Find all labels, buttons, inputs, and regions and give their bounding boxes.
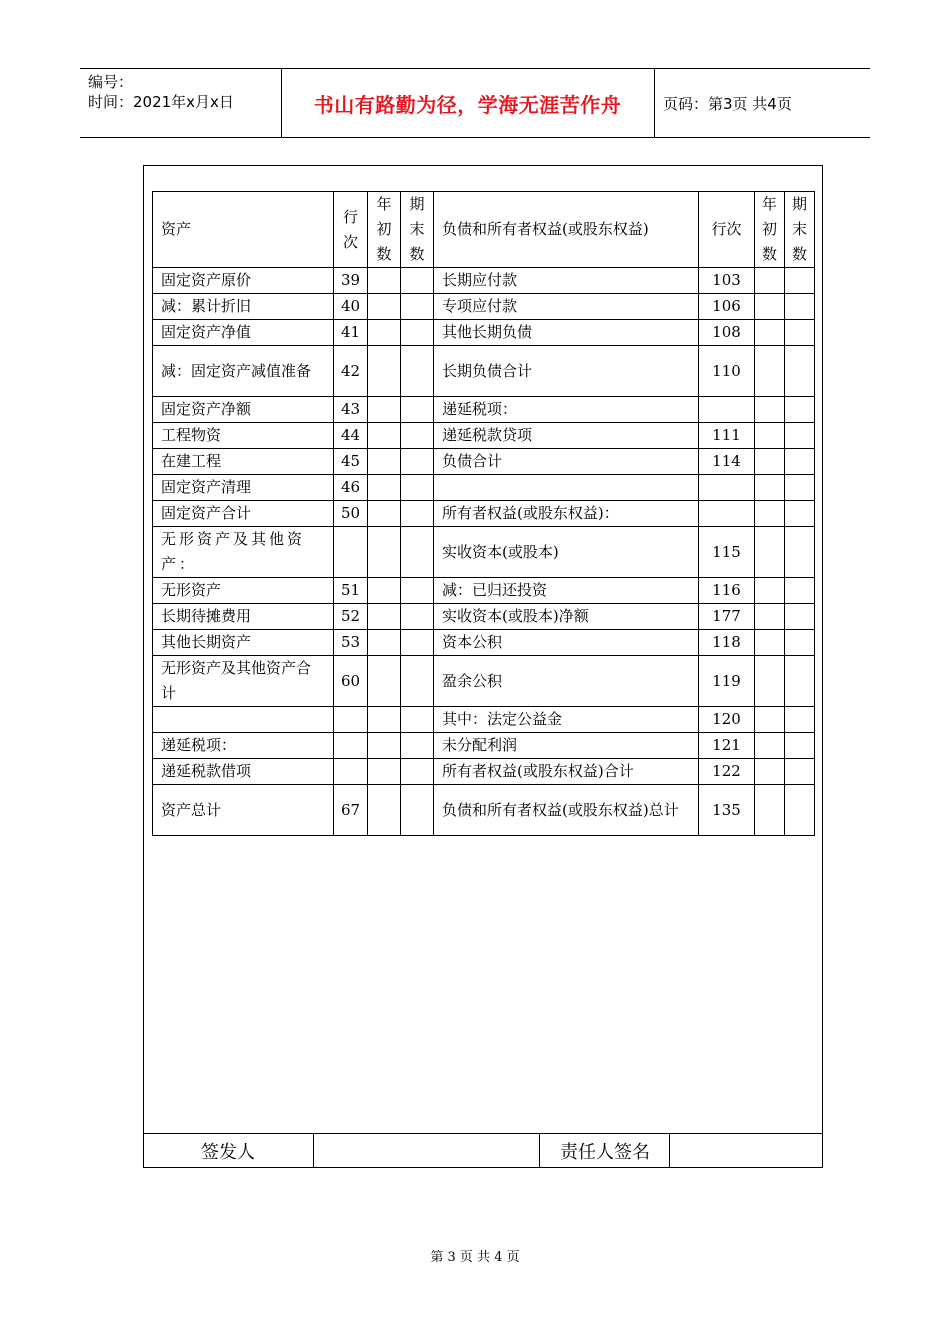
liability-row-no	[699, 397, 755, 423]
liability-begin-cell[interactable]	[755, 501, 785, 527]
asset-begin-cell[interactable]	[368, 785, 401, 836]
asset-begin-cell[interactable]	[368, 475, 401, 501]
asset-end-cell[interactable]	[401, 423, 434, 449]
asset-row-no: 42	[334, 346, 368, 397]
asset-begin-cell[interactable]	[368, 630, 401, 656]
asset-row-no: 44	[334, 423, 368, 449]
asset-end-cell[interactable]	[401, 656, 434, 707]
col-header-liabilities: 负债和所有者权益(或股东权益)	[434, 192, 699, 268]
liability-item: 减：已归还投资	[434, 578, 699, 604]
asset-end-cell[interactable]	[401, 268, 434, 294]
liability-begin-cell[interactable]	[755, 475, 785, 501]
header-meta	[88, 72, 234, 112]
asset-end-cell[interactable]	[401, 630, 434, 656]
liability-end-cell[interactable]	[785, 656, 815, 707]
liability-begin-cell[interactable]	[755, 527, 785, 578]
asset-row-no: 50	[334, 501, 368, 527]
liability-item: 盈余公积	[434, 656, 699, 707]
liability-row-no: 119	[699, 656, 755, 707]
liability-row-no: 110	[699, 346, 755, 397]
liability-item: 资本公积	[434, 630, 699, 656]
asset-row-no: 39	[334, 268, 368, 294]
liability-end-cell[interactable]	[785, 733, 815, 759]
asset-end-cell[interactable]	[401, 759, 434, 785]
asset-row-no: 46	[334, 475, 368, 501]
table-row	[153, 346, 815, 397]
table-header-row	[153, 192, 815, 268]
liability-row-no	[699, 475, 755, 501]
liability-end-cell[interactable]	[785, 604, 815, 630]
asset-row-no: 43	[334, 397, 368, 423]
liability-begin-cell[interactable]	[755, 707, 785, 733]
liability-row-no: 106	[699, 294, 755, 320]
liability-item: 递延税项：	[434, 397, 699, 423]
asset-row-no: 52	[334, 604, 368, 630]
liability-end-cell[interactable]	[785, 527, 815, 578]
asset-item: 在建工程	[153, 449, 334, 475]
liability-row-no: 135	[699, 785, 755, 836]
asset-item: 资产总计	[153, 785, 334, 836]
col-header-row-no2: 行次	[699, 192, 755, 268]
asset-item: 减：累计折旧	[153, 294, 334, 320]
asset-begin-cell[interactable]	[368, 320, 401, 346]
asset-row-no: 67	[334, 785, 368, 836]
table-row	[153, 630, 815, 656]
issuer-signature-field[interactable]	[313, 1134, 540, 1168]
asset-item: 固定资产合计	[153, 501, 334, 527]
asset-item: 其他长期资产	[153, 630, 334, 656]
table-row	[153, 733, 815, 759]
liability-item: 递延税款贷项	[434, 423, 699, 449]
col-header-row-no	[334, 192, 368, 268]
asset-item: 无形资产及其他资产合计	[153, 656, 334, 707]
page-footer: 第 3 页 共 4 页	[430, 1250, 520, 1265]
table-row	[153, 656, 815, 707]
col-header-assets: 资产	[153, 192, 334, 268]
liability-begin-cell[interactable]	[755, 397, 785, 423]
liability-begin-cell[interactable]	[755, 656, 785, 707]
liability-end-cell[interactable]	[785, 294, 815, 320]
liability-item: 实收资本(或股本)	[434, 527, 699, 578]
asset-end-cell[interactable]	[401, 785, 434, 836]
table-row	[153, 449, 815, 475]
liability-end-cell[interactable]	[785, 501, 815, 527]
liability-row-no: 121	[699, 733, 755, 759]
asset-row-no: 53	[334, 630, 368, 656]
table-row	[153, 475, 815, 501]
asset-item: 递延税款借项	[153, 759, 334, 785]
liability-end-cell[interactable]	[785, 707, 815, 733]
asset-end-cell[interactable]	[401, 707, 434, 733]
asset-begin-cell[interactable]	[368, 423, 401, 449]
table-row	[153, 578, 815, 604]
asset-end-cell[interactable]	[401, 501, 434, 527]
liability-end-cell[interactable]	[785, 320, 815, 346]
liability-begin-cell[interactable]	[755, 733, 785, 759]
liability-end-cell[interactable]	[785, 449, 815, 475]
asset-row-no: 51	[334, 578, 368, 604]
liability-begin-cell[interactable]	[755, 630, 785, 656]
asset-row-no: 60	[334, 656, 368, 707]
asset-item: 固定资产清理	[153, 475, 334, 501]
liability-end-cell[interactable]	[785, 423, 815, 449]
table-row	[153, 294, 815, 320]
table-row	[153, 707, 815, 733]
liability-begin-cell[interactable]	[755, 604, 785, 630]
asset-item: 递延税项：	[153, 733, 334, 759]
liability-item: 实收资本(或股本)净额	[434, 604, 699, 630]
liability-item: 其他长期负债	[434, 320, 699, 346]
liability-end-cell[interactable]	[785, 578, 815, 604]
liability-row-no: 118	[699, 630, 755, 656]
liability-begin-cell[interactable]	[755, 423, 785, 449]
liability-item: 负债和所有者权益(或股东权益)总计	[434, 785, 699, 836]
liability-row-no: 114	[699, 449, 755, 475]
liability-end-cell[interactable]	[785, 397, 815, 423]
liability-begin-cell[interactable]	[755, 578, 785, 604]
asset-end-cell[interactable]	[401, 449, 434, 475]
asset-item: 工程物资	[153, 423, 334, 449]
responsible-label: 责任人签名	[539, 1134, 670, 1168]
asset-item: 固定资产原价	[153, 268, 334, 294]
liability-row-no: 122	[699, 759, 755, 785]
issuer-label: 签发人	[201, 1142, 255, 1163]
liability-row-no: 115	[699, 527, 755, 578]
responsible-signature-field[interactable]	[669, 1134, 824, 1168]
asset-item: 无形资产	[153, 578, 334, 604]
liability-item: 未分配利润	[434, 733, 699, 759]
asset-item: 减：固定资产减值准备	[153, 346, 334, 397]
asset-end-cell[interactable]	[401, 320, 434, 346]
asset-end-cell[interactable]	[401, 346, 434, 397]
asset-row-no	[334, 707, 368, 733]
asset-begin-cell[interactable]	[368, 346, 401, 397]
asset-row-no: 45	[334, 449, 368, 475]
asset-end-cell[interactable]	[401, 294, 434, 320]
liability-row-no: 177	[699, 604, 755, 630]
asset-item: 长期待摊费用	[153, 604, 334, 630]
liability-end-cell[interactable]	[785, 346, 815, 397]
signature-row	[143, 1133, 823, 1168]
header-label-begin2: 年初数	[762, 195, 778, 263]
asset-row-no	[334, 733, 368, 759]
col-header-end	[401, 192, 434, 268]
asset-begin-cell[interactable]	[368, 656, 401, 707]
table-row	[153, 397, 815, 423]
header-label-begin: 年初数	[376, 195, 392, 263]
asset-end-cell[interactable]	[401, 475, 434, 501]
asset-begin-cell[interactable]	[368, 268, 401, 294]
asset-row-no: 40	[334, 294, 368, 320]
asset-begin-cell[interactable]	[368, 707, 401, 733]
asset-item: 固定资产净值	[153, 320, 334, 346]
col-header-begin	[368, 192, 401, 268]
asset-begin-cell[interactable]	[368, 733, 401, 759]
liability-row-no: 120	[699, 707, 755, 733]
liability-end-cell[interactable]	[785, 475, 815, 501]
asset-end-cell[interactable]	[401, 397, 434, 423]
liability-row-no	[699, 501, 755, 527]
asset-begin-cell[interactable]	[368, 397, 401, 423]
liability-begin-cell[interactable]	[755, 785, 785, 836]
liability-item: 长期负债合计	[434, 346, 699, 397]
liability-end-cell[interactable]	[785, 268, 815, 294]
code-label: 编号：	[88, 73, 134, 91]
table-row	[153, 785, 815, 836]
asset-begin-cell[interactable]	[368, 578, 401, 604]
table-row	[153, 604, 815, 630]
table-row	[153, 320, 815, 346]
liability-begin-cell[interactable]	[755, 759, 785, 785]
table-row	[153, 501, 815, 527]
asset-end-cell[interactable]	[401, 527, 434, 578]
liability-item	[434, 475, 699, 501]
asset-row-no: 41	[334, 320, 368, 346]
asset-row-no	[334, 759, 368, 785]
header-label-end: 期末数	[409, 195, 425, 263]
asset-begin-cell[interactable]	[368, 294, 401, 320]
col-header-begin2	[755, 192, 785, 268]
liability-row-no: 116	[699, 578, 755, 604]
asset-begin-cell[interactable]	[368, 527, 401, 578]
asset-end-cell[interactable]	[401, 578, 434, 604]
liability-item: 所有者权益(或股东权益)合计	[434, 759, 699, 785]
liability-end-cell[interactable]	[785, 759, 815, 785]
liability-end-cell[interactable]	[785, 785, 815, 836]
page-info: 页码：第3页 共4页	[663, 94, 792, 113]
asset-item	[153, 707, 334, 733]
asset-end-cell[interactable]	[401, 604, 434, 630]
liability-begin-cell[interactable]	[755, 294, 785, 320]
liability-item: 所有者权益(或股东权益)：	[434, 501, 699, 527]
asset-begin-cell[interactable]	[368, 759, 401, 785]
col-header-end2	[785, 192, 815, 268]
asset-item: 固定资产净额	[153, 397, 334, 423]
header-divider	[654, 69, 655, 137]
asset-row-no	[334, 527, 368, 578]
asset-begin-cell[interactable]	[368, 449, 401, 475]
liability-begin-cell[interactable]	[755, 320, 785, 346]
time-label: 时间：2021年x月x日	[88, 93, 234, 111]
table-row	[153, 759, 815, 785]
asset-begin-cell[interactable]	[368, 501, 401, 527]
balance-sheet-table	[152, 191, 815, 836]
table-row	[153, 527, 815, 578]
liability-item: 专项应付款	[434, 294, 699, 320]
liability-row-no: 108	[699, 320, 755, 346]
liability-row-no: 103	[699, 268, 755, 294]
motto: 书山有路勤为径，学海无涯苦作舟	[313, 92, 622, 117]
liability-begin-cell[interactable]	[755, 449, 785, 475]
liability-item: 长期应付款	[434, 268, 699, 294]
header-label-end2: 期末数	[792, 195, 808, 263]
header-label-row-no: 行次	[343, 207, 359, 251]
table-row	[153, 423, 815, 449]
asset-item: 无形资产及其他资产：	[153, 527, 334, 578]
page-header	[80, 68, 870, 138]
liability-begin-cell[interactable]	[755, 346, 785, 397]
liability-row-no: 111	[699, 423, 755, 449]
table-row	[153, 268, 815, 294]
liability-item: 负债合计	[434, 449, 699, 475]
asset-end-cell[interactable]	[401, 733, 434, 759]
liability-end-cell[interactable]	[785, 630, 815, 656]
liability-begin-cell[interactable]	[755, 268, 785, 294]
liability-item: 其中：法定公益金	[434, 707, 699, 733]
asset-begin-cell[interactable]	[368, 604, 401, 630]
